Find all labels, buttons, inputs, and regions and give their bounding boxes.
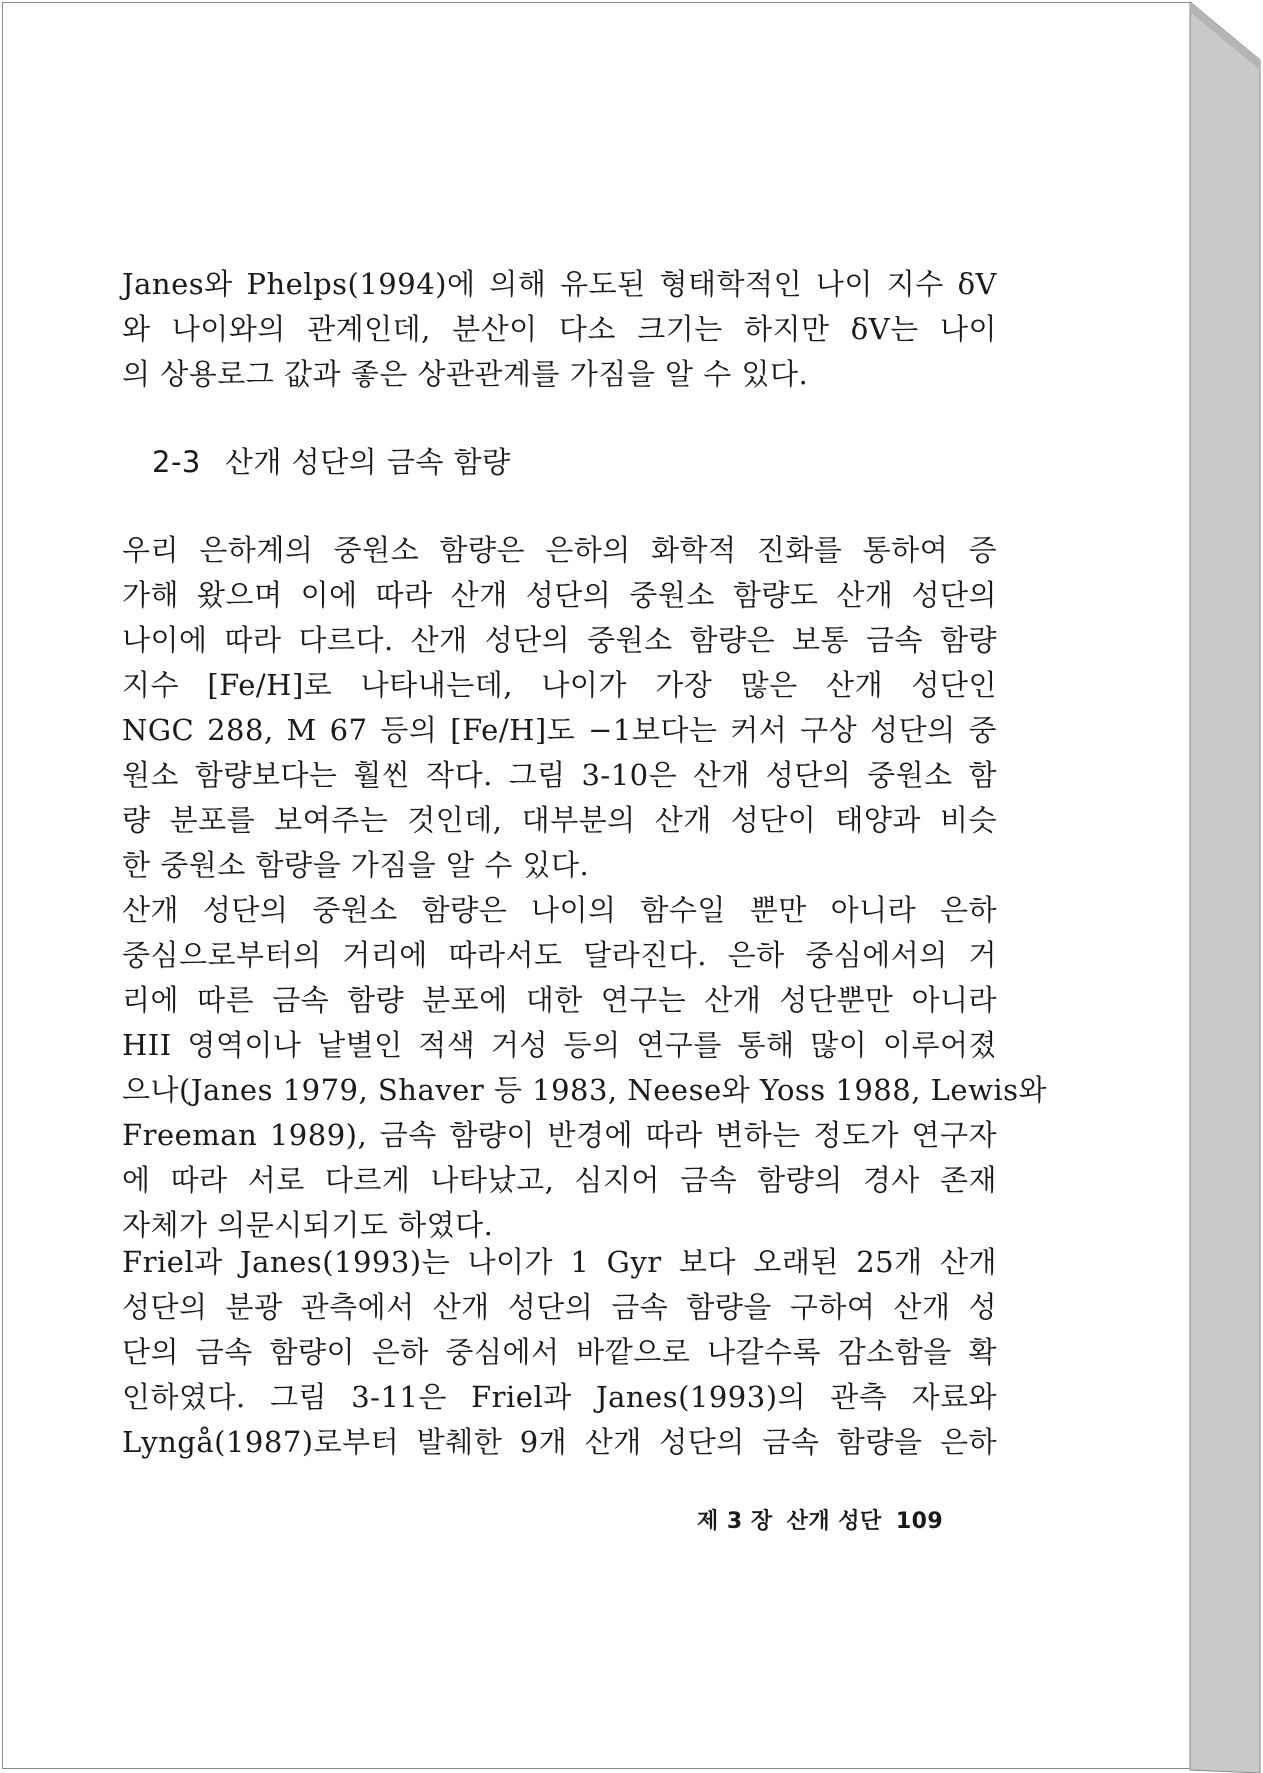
text-line: HII 영역이나 낱별인 적색 거성 등의 연구를 통해 많이 이루어졌 — [122, 1028, 997, 1062]
intro-paragraph — [122, 262, 997, 397]
text-line: 원소 함량보다는 훨씬 작다. 그림 3-10은 산개 성단의 중원소 함 — [122, 758, 997, 792]
text-line: 우리 은하계의 중원소 함량은 은하의 화학적 진화를 통하여 증 — [122, 533, 997, 567]
paragraph-3 — [122, 1240, 997, 1465]
paragraph-1 — [122, 528, 997, 888]
text-line: 에 따라 서로 다르게 나타났고, 심지어 금속 함량의 경사 존재 — [122, 1163, 997, 1197]
text-line: Freeman 1989), 금속 함량이 반경에 따라 변하는 정도가 연구자 — [122, 1118, 997, 1152]
section-number: 2-3 — [152, 445, 201, 479]
paragraph-2 — [122, 888, 1048, 1248]
text-line: 자체가 의문시되기도 하였다. — [122, 1208, 494, 1242]
text-line: 의 상용로그 값과 좋은 상관관계를 가짐을 알 수 있다. — [122, 357, 809, 391]
text-line: 산개 성단의 중원소 함량은 나이의 함수일 뿐만 아니라 은하 — [122, 893, 997, 927]
section-title: 산개 성단의 금속 함량 — [224, 445, 511, 479]
chapter-title: 산개 성단 — [786, 1509, 882, 1534]
text-line: 나이에 따라 다르다. 산개 성단의 중원소 함량은 보통 금속 함량 — [122, 623, 997, 657]
text-line: 단의 금속 함량이 은하 중심에서 바깥으로 나갈수록 감소함을 확 — [122, 1335, 997, 1369]
text-line: 리에 따른 금속 함량 분포에 대한 연구는 산개 성단뿐만 아니라 — [122, 983, 997, 1017]
page-footer — [697, 1504, 943, 1535]
text-line: 가해 왔으며 이에 따라 산개 성단의 중원소 함량도 산개 성단의 — [122, 578, 997, 612]
text-line: 중심으로부터의 거리에 따라서도 달라진다. 은하 중심에서의 거 — [122, 938, 997, 972]
text-line: 지수 [Fe/H]로 나타내는데, 나이가 가장 많은 산개 성단인 — [122, 668, 997, 702]
text-line: Friel과 Janes(1993)는 나이가 1 Gyr 보다 오래된 25개 산개 — [122, 1245, 997, 1279]
text-line: 와 나이와의 관계인데, 분산이 다소 크기는 하지만 δV는 나이 — [122, 312, 997, 346]
text-line: Janes와 Phelps(1994)에 의해 유도된 형태학적인 나이 지수 δV — [122, 267, 997, 301]
chapter-label: 제 3 장 — [697, 1509, 773, 1534]
text-line: 으나(Janes 1979, Shaver 등 1983, Neese와 Yoss 1988, Lewis와 — [122, 1073, 1048, 1107]
text-line: NGC 288, M 67 등의 [Fe/H]도 −1보다는 커서 구상 성단의 중 — [122, 713, 997, 747]
text-line: 한 중원소 함량을 가짐을 알 수 있다. — [122, 848, 590, 882]
section-heading — [152, 440, 511, 485]
text-line: 량 분포를 보여주는 것인데, 대부분의 산개 성단이 태양과 비슷 — [122, 803, 997, 837]
text-line: 성단의 분광 관측에서 산개 성단의 금속 함량을 구하여 산개 성 — [122, 1290, 997, 1324]
page-number: 109 — [895, 1509, 944, 1534]
text-line: Lyngå(1987)로부터 발췌한 9개 산개 성단의 금속 함량을 은하 — [122, 1425, 997, 1459]
text-line: 인하였다. 그림 3-11은 Friel과 Janes(1993)의 관측 자료와 — [122, 1380, 997, 1414]
